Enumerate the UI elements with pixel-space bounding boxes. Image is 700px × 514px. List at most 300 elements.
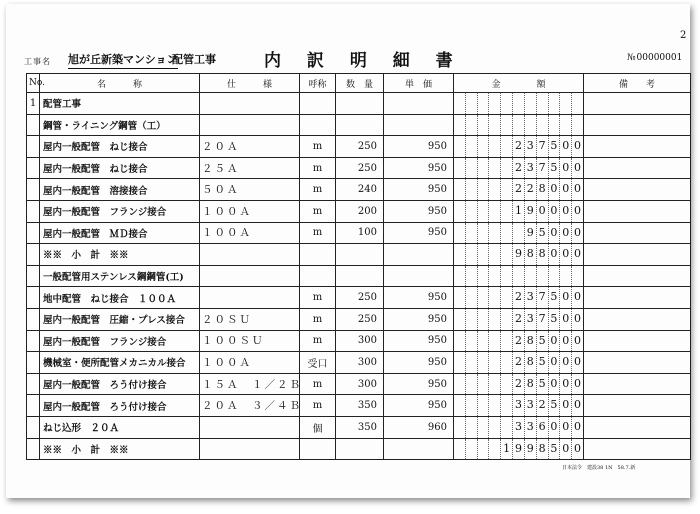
row-unit: m bbox=[300, 222, 336, 244]
document-number-value: 00000001 bbox=[636, 53, 683, 63]
row-amount bbox=[454, 287, 584, 309]
row-qty bbox=[336, 265, 384, 287]
row-amount bbox=[454, 157, 584, 179]
row-remarks bbox=[584, 308, 691, 330]
row-price bbox=[384, 244, 454, 266]
amount-digit bbox=[477, 201, 489, 222]
amount-digit bbox=[488, 417, 500, 438]
row-no bbox=[27, 287, 40, 309]
row-qty: 250 bbox=[336, 136, 384, 158]
row-unit: m bbox=[300, 373, 336, 395]
row-no bbox=[27, 265, 40, 287]
amount-digit: 3 bbox=[524, 287, 536, 308]
row-spec: １００Ａ bbox=[200, 222, 300, 244]
row-qty: 350 bbox=[336, 416, 384, 438]
amount-digit: 7 bbox=[536, 136, 548, 157]
amount-digit bbox=[488, 439, 500, 460]
row-price: 950 bbox=[384, 179, 454, 201]
amount-digit bbox=[500, 115, 512, 136]
table-row bbox=[27, 438, 691, 460]
amount-digit bbox=[488, 201, 500, 222]
row-qty bbox=[336, 438, 384, 460]
amount-digit bbox=[465, 417, 477, 438]
amount-digit: 5 bbox=[548, 309, 560, 330]
amount-digit bbox=[500, 223, 512, 244]
document-number bbox=[626, 53, 682, 63]
row-remarks bbox=[584, 93, 691, 115]
row-unit: 個 bbox=[300, 416, 336, 438]
amount-digit bbox=[536, 93, 548, 114]
table-row bbox=[27, 114, 691, 136]
amount-digit: 8 bbox=[524, 352, 536, 373]
row-qty: 250 bbox=[336, 157, 384, 179]
row-qty: 250 bbox=[336, 287, 384, 309]
amount-digit: 2 bbox=[512, 352, 524, 373]
amount-digit bbox=[454, 158, 465, 179]
amount-digit bbox=[477, 244, 489, 265]
amount-digit bbox=[465, 244, 477, 265]
table-row bbox=[27, 308, 691, 330]
row-spec: １００ＳＵ bbox=[200, 330, 300, 352]
row-remarks bbox=[584, 244, 691, 266]
row-remarks bbox=[584, 352, 691, 374]
row-remarks bbox=[584, 265, 691, 287]
row-price bbox=[384, 438, 454, 460]
amount-digit bbox=[465, 352, 477, 373]
row-qty: 350 bbox=[336, 395, 384, 417]
amount-digit bbox=[465, 223, 477, 244]
amount-digit bbox=[500, 179, 512, 200]
row-amount bbox=[454, 308, 584, 330]
row-no bbox=[27, 373, 40, 395]
amount-digit bbox=[500, 287, 512, 308]
amount-digit: 5 bbox=[548, 287, 560, 308]
amount-digit bbox=[559, 266, 571, 287]
amount-digit bbox=[454, 115, 465, 136]
document-title: 内 訳 明 細 書 bbox=[264, 51, 463, 71]
amount-digit: 0 bbox=[571, 331, 583, 352]
amount-digit: 7 bbox=[536, 287, 548, 308]
table-row bbox=[27, 352, 691, 374]
row-price: 950 bbox=[384, 157, 454, 179]
amount-digit: 5 bbox=[548, 439, 560, 460]
amount-digit: 2 bbox=[512, 331, 524, 352]
amount-digit bbox=[454, 179, 465, 200]
amount-digits bbox=[454, 287, 583, 308]
amount-digit bbox=[548, 115, 560, 136]
row-remarks bbox=[584, 114, 691, 136]
amount-digit: 0 bbox=[548, 244, 560, 265]
amount-digit bbox=[477, 93, 489, 114]
amount-digit bbox=[477, 179, 489, 200]
col-qty: 数 量 bbox=[336, 74, 384, 93]
row-name: 屋内一般配管 ねじ接合 bbox=[40, 157, 200, 179]
amount-digit: 8 bbox=[536, 439, 548, 460]
amount-digit: 0 bbox=[548, 201, 560, 222]
amount-digit: 0 bbox=[559, 374, 571, 395]
row-name: 屋内一般配管 ろう付け接合 bbox=[40, 395, 200, 417]
col-spec: 仕 様 bbox=[200, 74, 300, 93]
row-unit: 受口 bbox=[300, 352, 336, 374]
table-row bbox=[27, 373, 691, 395]
row-spec bbox=[200, 438, 300, 460]
col-amount: 金 額 bbox=[454, 74, 584, 93]
amount-digit: 3 bbox=[512, 417, 524, 438]
row-unit bbox=[300, 438, 336, 460]
col-unit-price: 単 価 bbox=[384, 74, 454, 93]
amount-digit: 0 bbox=[571, 201, 583, 222]
amount-digit bbox=[465, 309, 477, 330]
row-unit: m bbox=[300, 330, 336, 352]
row-price: 950 bbox=[384, 222, 454, 244]
amount-digit bbox=[477, 266, 489, 287]
amount-digit bbox=[559, 115, 571, 136]
document-header bbox=[24, 48, 686, 70]
row-name: 機械室・便所配管メカニカル接合 bbox=[40, 352, 200, 374]
row-name: ※※ 小 計 ※※ bbox=[40, 438, 200, 460]
amount-digits bbox=[454, 223, 583, 244]
amount-digit: 9 bbox=[524, 201, 536, 222]
amount-digit bbox=[454, 223, 465, 244]
amount-digit: 3 bbox=[524, 417, 536, 438]
amount-digit bbox=[548, 266, 560, 287]
row-no bbox=[27, 136, 40, 158]
amount-digit: 0 bbox=[548, 374, 560, 395]
amount-digit bbox=[488, 309, 500, 330]
amount-digit bbox=[488, 179, 500, 200]
row-qty: 300 bbox=[336, 352, 384, 374]
row-name: 屋内一般配管 フランジ接合 bbox=[40, 330, 200, 352]
row-price: 950 bbox=[384, 287, 454, 309]
amount-digit: 0 bbox=[571, 309, 583, 330]
row-no bbox=[27, 330, 40, 352]
row-qty: 300 bbox=[336, 330, 384, 352]
row-name: 一般配管用ステンレス鋼鋼管(工) bbox=[40, 265, 200, 287]
amount-digit: 0 bbox=[571, 158, 583, 179]
amount-digit: 9 bbox=[524, 439, 536, 460]
amount-digit bbox=[477, 374, 489, 395]
row-amount bbox=[454, 395, 584, 417]
amount-digit bbox=[536, 115, 548, 136]
amount-digit: 0 bbox=[548, 417, 560, 438]
row-remarks bbox=[584, 200, 691, 222]
row-unit: m bbox=[300, 136, 336, 158]
amount-digit bbox=[571, 115, 583, 136]
row-unit: m bbox=[300, 308, 336, 330]
amount-digit: 0 bbox=[571, 244, 583, 265]
col-no: No. bbox=[27, 74, 40, 93]
row-qty: 100 bbox=[336, 222, 384, 244]
row-amount bbox=[454, 114, 584, 136]
amount-digits bbox=[454, 115, 583, 136]
amount-digit: 7 bbox=[536, 309, 548, 330]
row-amount bbox=[454, 373, 584, 395]
amount-digit: 0 bbox=[571, 223, 583, 244]
row-price: 950 bbox=[384, 373, 454, 395]
amount-digit bbox=[465, 93, 477, 114]
row-price bbox=[384, 265, 454, 287]
amount-digit: 8 bbox=[536, 179, 548, 200]
amount-digits bbox=[454, 158, 583, 179]
amount-digit bbox=[500, 417, 512, 438]
row-remarks bbox=[584, 330, 691, 352]
amount-digit bbox=[465, 287, 477, 308]
amount-digit: 7 bbox=[536, 158, 548, 179]
amount-digit: 0 bbox=[571, 136, 583, 157]
amount-digit: 0 bbox=[548, 352, 560, 373]
row-unit: m bbox=[300, 287, 336, 309]
row-no bbox=[27, 416, 40, 438]
amount-digit: 1 bbox=[500, 439, 512, 460]
amount-digits bbox=[454, 136, 583, 157]
col-call: 呼称 bbox=[300, 74, 336, 93]
amount-digit bbox=[524, 115, 536, 136]
amount-digit: 0 bbox=[548, 331, 560, 352]
amount-digit bbox=[477, 352, 489, 373]
amount-digit: 5 bbox=[536, 223, 548, 244]
row-name: 屋内一般配管 ねじ接合 bbox=[40, 136, 200, 158]
amount-digit: 8 bbox=[524, 331, 536, 352]
row-unit: m bbox=[300, 157, 336, 179]
amount-digits bbox=[454, 179, 583, 200]
amount-digit: 2 bbox=[512, 136, 524, 157]
amount-digit: 6 bbox=[536, 417, 548, 438]
row-name: 屋内一般配管 溶接接合 bbox=[40, 179, 200, 201]
table-header-row bbox=[27, 74, 691, 93]
table-row bbox=[27, 179, 691, 201]
amount-digit bbox=[500, 93, 512, 114]
amount-digit bbox=[477, 158, 489, 179]
table-row bbox=[27, 222, 691, 244]
table-row bbox=[27, 200, 691, 222]
row-unit: m bbox=[300, 179, 336, 201]
amount-digit bbox=[465, 115, 477, 136]
amount-digit bbox=[454, 244, 465, 265]
row-amount bbox=[454, 222, 584, 244]
amount-digit: 5 bbox=[536, 374, 548, 395]
row-amount bbox=[454, 438, 584, 460]
amount-digit: 0 bbox=[548, 223, 560, 244]
amount-digit: 9 bbox=[524, 223, 536, 244]
amount-digit bbox=[571, 266, 583, 287]
amount-digit: 0 bbox=[559, 439, 571, 460]
amount-digit bbox=[454, 374, 465, 395]
table-row bbox=[27, 416, 691, 438]
amount-digit bbox=[488, 374, 500, 395]
row-spec: ２０Ａ bbox=[200, 136, 300, 158]
amount-digit bbox=[524, 266, 536, 287]
amount-digit: 0 bbox=[559, 223, 571, 244]
amount-digit bbox=[488, 266, 500, 287]
amount-digit bbox=[512, 266, 524, 287]
page-number: 2 bbox=[680, 30, 687, 41]
amount-digit bbox=[477, 331, 489, 352]
row-spec: ２０Ａ ３／４Ｂ bbox=[200, 395, 300, 417]
amount-digit bbox=[477, 309, 489, 330]
row-spec bbox=[200, 114, 300, 136]
row-amount bbox=[454, 352, 584, 374]
amount-digit bbox=[500, 395, 512, 416]
amount-digits bbox=[454, 201, 583, 222]
amount-digit bbox=[488, 223, 500, 244]
work-name: 配管工事 bbox=[172, 53, 216, 66]
amount-digit bbox=[488, 331, 500, 352]
row-amount bbox=[454, 136, 584, 158]
amount-digit: 3 bbox=[524, 395, 536, 416]
row-price: 950 bbox=[384, 308, 454, 330]
project-name: 旭が丘新築マンション bbox=[68, 51, 178, 69]
amount-digit bbox=[536, 266, 548, 287]
amount-digit bbox=[500, 331, 512, 352]
amount-digit: 0 bbox=[559, 287, 571, 308]
amount-digit: 5 bbox=[548, 136, 560, 157]
table-body bbox=[27, 93, 691, 460]
amount-digit bbox=[571, 93, 583, 114]
amount-digit bbox=[500, 352, 512, 373]
amount-digit: 1 bbox=[512, 201, 524, 222]
row-spec bbox=[200, 244, 300, 266]
row-amount bbox=[454, 244, 584, 266]
amount-digit: 5 bbox=[548, 158, 560, 179]
publisher-footer: 日本法令 建設38 1N 58.7.新 bbox=[562, 465, 636, 471]
amount-digit bbox=[454, 439, 465, 460]
amount-digit bbox=[477, 136, 489, 157]
row-qty bbox=[336, 114, 384, 136]
row-price: 950 bbox=[384, 352, 454, 374]
row-unit bbox=[300, 265, 336, 287]
amount-digit bbox=[454, 93, 465, 114]
row-amount bbox=[454, 265, 584, 287]
amount-digit bbox=[548, 93, 560, 114]
row-no bbox=[27, 352, 40, 374]
amount-digit bbox=[477, 115, 489, 136]
amount-digit: 0 bbox=[548, 179, 560, 200]
amount-digit bbox=[454, 287, 465, 308]
amount-digits bbox=[454, 439, 583, 460]
amount-digits bbox=[454, 417, 583, 438]
row-price: 950 bbox=[384, 395, 454, 417]
row-name: 屋内一般配管 圧縮・プレス接合 bbox=[40, 308, 200, 330]
amount-digit bbox=[465, 201, 477, 222]
amount-digits bbox=[454, 244, 583, 265]
row-no bbox=[27, 157, 40, 179]
amount-digit: 0 bbox=[559, 136, 571, 157]
amount-digit bbox=[465, 331, 477, 352]
row-amount bbox=[454, 200, 584, 222]
amount-digit bbox=[454, 136, 465, 157]
amount-digit: 0 bbox=[559, 201, 571, 222]
amount-digit: 0 bbox=[571, 374, 583, 395]
amount-digit: 0 bbox=[559, 331, 571, 352]
row-no bbox=[27, 395, 40, 417]
amount-digit bbox=[477, 287, 489, 308]
row-spec bbox=[200, 416, 300, 438]
amount-digits bbox=[454, 395, 583, 416]
col-remarks: 備 考 bbox=[584, 74, 691, 93]
amount-digits bbox=[454, 93, 583, 114]
amount-digit: 3 bbox=[512, 395, 524, 416]
table-row bbox=[27, 265, 691, 287]
amount-digit: 8 bbox=[524, 244, 536, 265]
row-qty: 240 bbox=[336, 179, 384, 201]
row-spec bbox=[200, 287, 300, 309]
amount-digit bbox=[465, 136, 477, 157]
col-name: 名 称 bbox=[40, 74, 200, 93]
amount-digit: 3 bbox=[524, 309, 536, 330]
amount-digit bbox=[465, 266, 477, 287]
row-spec: ２０ＳＵ bbox=[200, 308, 300, 330]
row-spec: １００Ａ bbox=[200, 200, 300, 222]
amount-digit: 9 bbox=[512, 244, 524, 265]
row-no bbox=[27, 222, 40, 244]
amount-digit: 0 bbox=[571, 352, 583, 373]
row-remarks bbox=[584, 157, 691, 179]
row-amount bbox=[454, 416, 584, 438]
row-remarks bbox=[584, 373, 691, 395]
amount-digit: 0 bbox=[559, 352, 571, 373]
row-no bbox=[27, 244, 40, 266]
amount-digit bbox=[465, 179, 477, 200]
row-no bbox=[27, 200, 40, 222]
amount-digit bbox=[512, 115, 524, 136]
amount-digit bbox=[500, 201, 512, 222]
amount-digit bbox=[500, 158, 512, 179]
amount-digit: 5 bbox=[536, 352, 548, 373]
amount-digit bbox=[465, 374, 477, 395]
amount-digit bbox=[524, 93, 536, 114]
amount-digit bbox=[454, 266, 465, 287]
row-unit bbox=[300, 244, 336, 266]
row-name: 地中配管 ねじ接合 １００Ａ bbox=[40, 287, 200, 309]
amount-digit bbox=[477, 417, 489, 438]
row-remarks bbox=[584, 222, 691, 244]
row-no bbox=[27, 438, 40, 460]
row-spec: １５Ａ １／２Ｂ bbox=[200, 373, 300, 395]
amount-digit: 3 bbox=[524, 158, 536, 179]
amount-digit bbox=[465, 395, 477, 416]
amount-digit: 2 bbox=[524, 179, 536, 200]
amount-digit bbox=[488, 115, 500, 136]
row-amount bbox=[454, 179, 584, 201]
amount-digit: 0 bbox=[559, 244, 571, 265]
amount-digit: 2 bbox=[512, 158, 524, 179]
row-qty: 200 bbox=[336, 200, 384, 222]
amount-digit bbox=[465, 439, 477, 460]
amount-digit: 0 bbox=[571, 179, 583, 200]
row-name: 屋内一般配管 フランジ接合 bbox=[40, 200, 200, 222]
amount-digit: 0 bbox=[571, 395, 583, 416]
amount-digit: 0 bbox=[536, 201, 548, 222]
amount-digit bbox=[512, 93, 524, 114]
row-price bbox=[384, 93, 454, 115]
row-spec bbox=[200, 93, 300, 115]
table-row bbox=[27, 136, 691, 158]
amount-digit bbox=[512, 223, 524, 244]
row-no: 1 bbox=[27, 93, 40, 115]
amount-digit bbox=[454, 309, 465, 330]
amount-digit: 0 bbox=[559, 395, 571, 416]
row-price: 950 bbox=[384, 200, 454, 222]
amount-digits bbox=[454, 374, 583, 395]
row-spec: ２５Ａ bbox=[200, 157, 300, 179]
row-price bbox=[384, 114, 454, 136]
amount-digit bbox=[454, 417, 465, 438]
row-name: 鋼管・ライニング鋼管（工） bbox=[40, 114, 200, 136]
amount-digit bbox=[488, 244, 500, 265]
row-name: ※※ 小 計 ※※ bbox=[40, 244, 200, 266]
amount-digit bbox=[454, 395, 465, 416]
amount-digit: 8 bbox=[536, 244, 548, 265]
